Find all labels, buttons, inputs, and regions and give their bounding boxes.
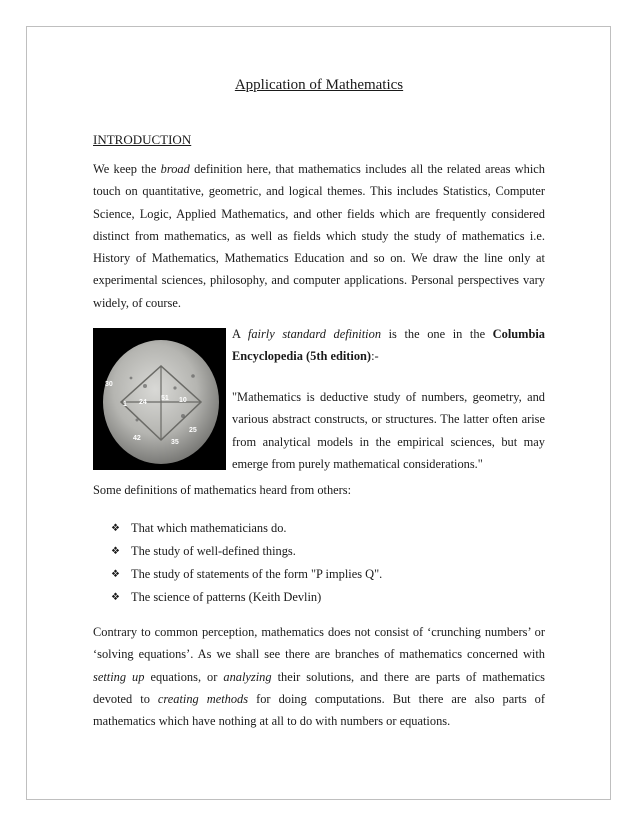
closing-paragraph [93, 621, 545, 732]
list-item-text: The science of patterns (Keith Devlin) [131, 590, 322, 604]
intro-text-2: definition here, that mathematics includes all the related areas which touch on quantitative, geometric, and logical themes. This includes Statistics, Computer Science, Logic, Applied Mathematics, and other fields which are frequently considered distinct from mathematics, as well as fields which study the study of mathematics i.e. History of Mathematics, Mathematics Education and so on. We draw the line only at experimental sciences, philosophy, and computer applications. Personal perspectives vary widely, of course. [93, 162, 545, 310]
closing-emphasis-2: analyzing [223, 669, 272, 684]
quote-paragraph: "Mathematics is deductive study of numbers, geometry, and various abstract constructs, or structures. The latter often arise from analytical models in the empirical sciences, but may emerge from purely mathematical considerations." [232, 390, 545, 471]
diamond-bullet-icon: ❖ [111, 523, 120, 534]
tablet-label-3: 51 [161, 395, 169, 402]
page-title-text: Application of Mathematics [234, 77, 404, 93]
babylonian-tablet-image [93, 328, 226, 470]
tablet-label-0: 30 [105, 381, 113, 388]
closing-emphasis-1: setting up [93, 669, 145, 684]
list-item [111, 586, 382, 609]
closing-emphasis-3: creating methods [157, 691, 249, 706]
closing-text-1: Contrary to common perception, mathematics does not consist of ‘crunching numbers’ or ‘solving equations’. As we shall see there are branches of mathematics concerned with [93, 625, 545, 662]
intro-emphasis: broad [160, 162, 190, 176]
tablet-label-5: 42 [133, 435, 141, 442]
encyclopedia-name: Columbia Encyclopedia (5th edition) [232, 327, 545, 364]
closing-text-4: for doing computations. But there are also parts of mathematics which have nothing at all to do with numbers or equations. [93, 691, 545, 729]
page-title [0, 77, 638, 94]
section-heading: INTRODUCTION [93, 132, 192, 147]
tablet-label-4: 10 [179, 397, 187, 404]
list-item-text: The study of well-defined things. [131, 544, 296, 558]
definition-text-2: is the one in the [381, 327, 493, 341]
tablet-label-1: 1 [123, 401, 127, 408]
diamond-bullet-icon: ❖ [111, 546, 120, 557]
tablet-label-2: 24 [139, 399, 147, 406]
intro-text-1: We keep the [93, 162, 161, 176]
tablet-illustration [93, 328, 226, 470]
diamond-bullet-icon: ❖ [111, 592, 120, 603]
tablet-label-7: 35 [171, 439, 179, 446]
list-item-text: That which mathematicians do. [131, 521, 287, 535]
closing-text-2: equations, or [144, 669, 224, 684]
list-item [111, 563, 382, 586]
list-item-text: The study of statements of the form "P implies Q". [131, 567, 383, 581]
definition-text-3: :- [371, 349, 379, 364]
definitions-list [111, 517, 382, 609]
intro-paragraph [93, 158, 545, 314]
definition-paragraph [232, 323, 545, 368]
definitions-intro: Some definitions of mathematics heard from others: [93, 483, 352, 497]
definition-emphasis: fairly standard definition [247, 327, 382, 341]
list-item [111, 517, 382, 540]
closing-text-3: their solutions, and there are parts of mathematics devoted to [93, 669, 546, 706]
diamond-bullet-icon: ❖ [111, 569, 120, 580]
list-item [111, 540, 382, 563]
definition-text-1: A [232, 327, 248, 341]
tablet-label-6: 25 [189, 427, 197, 434]
